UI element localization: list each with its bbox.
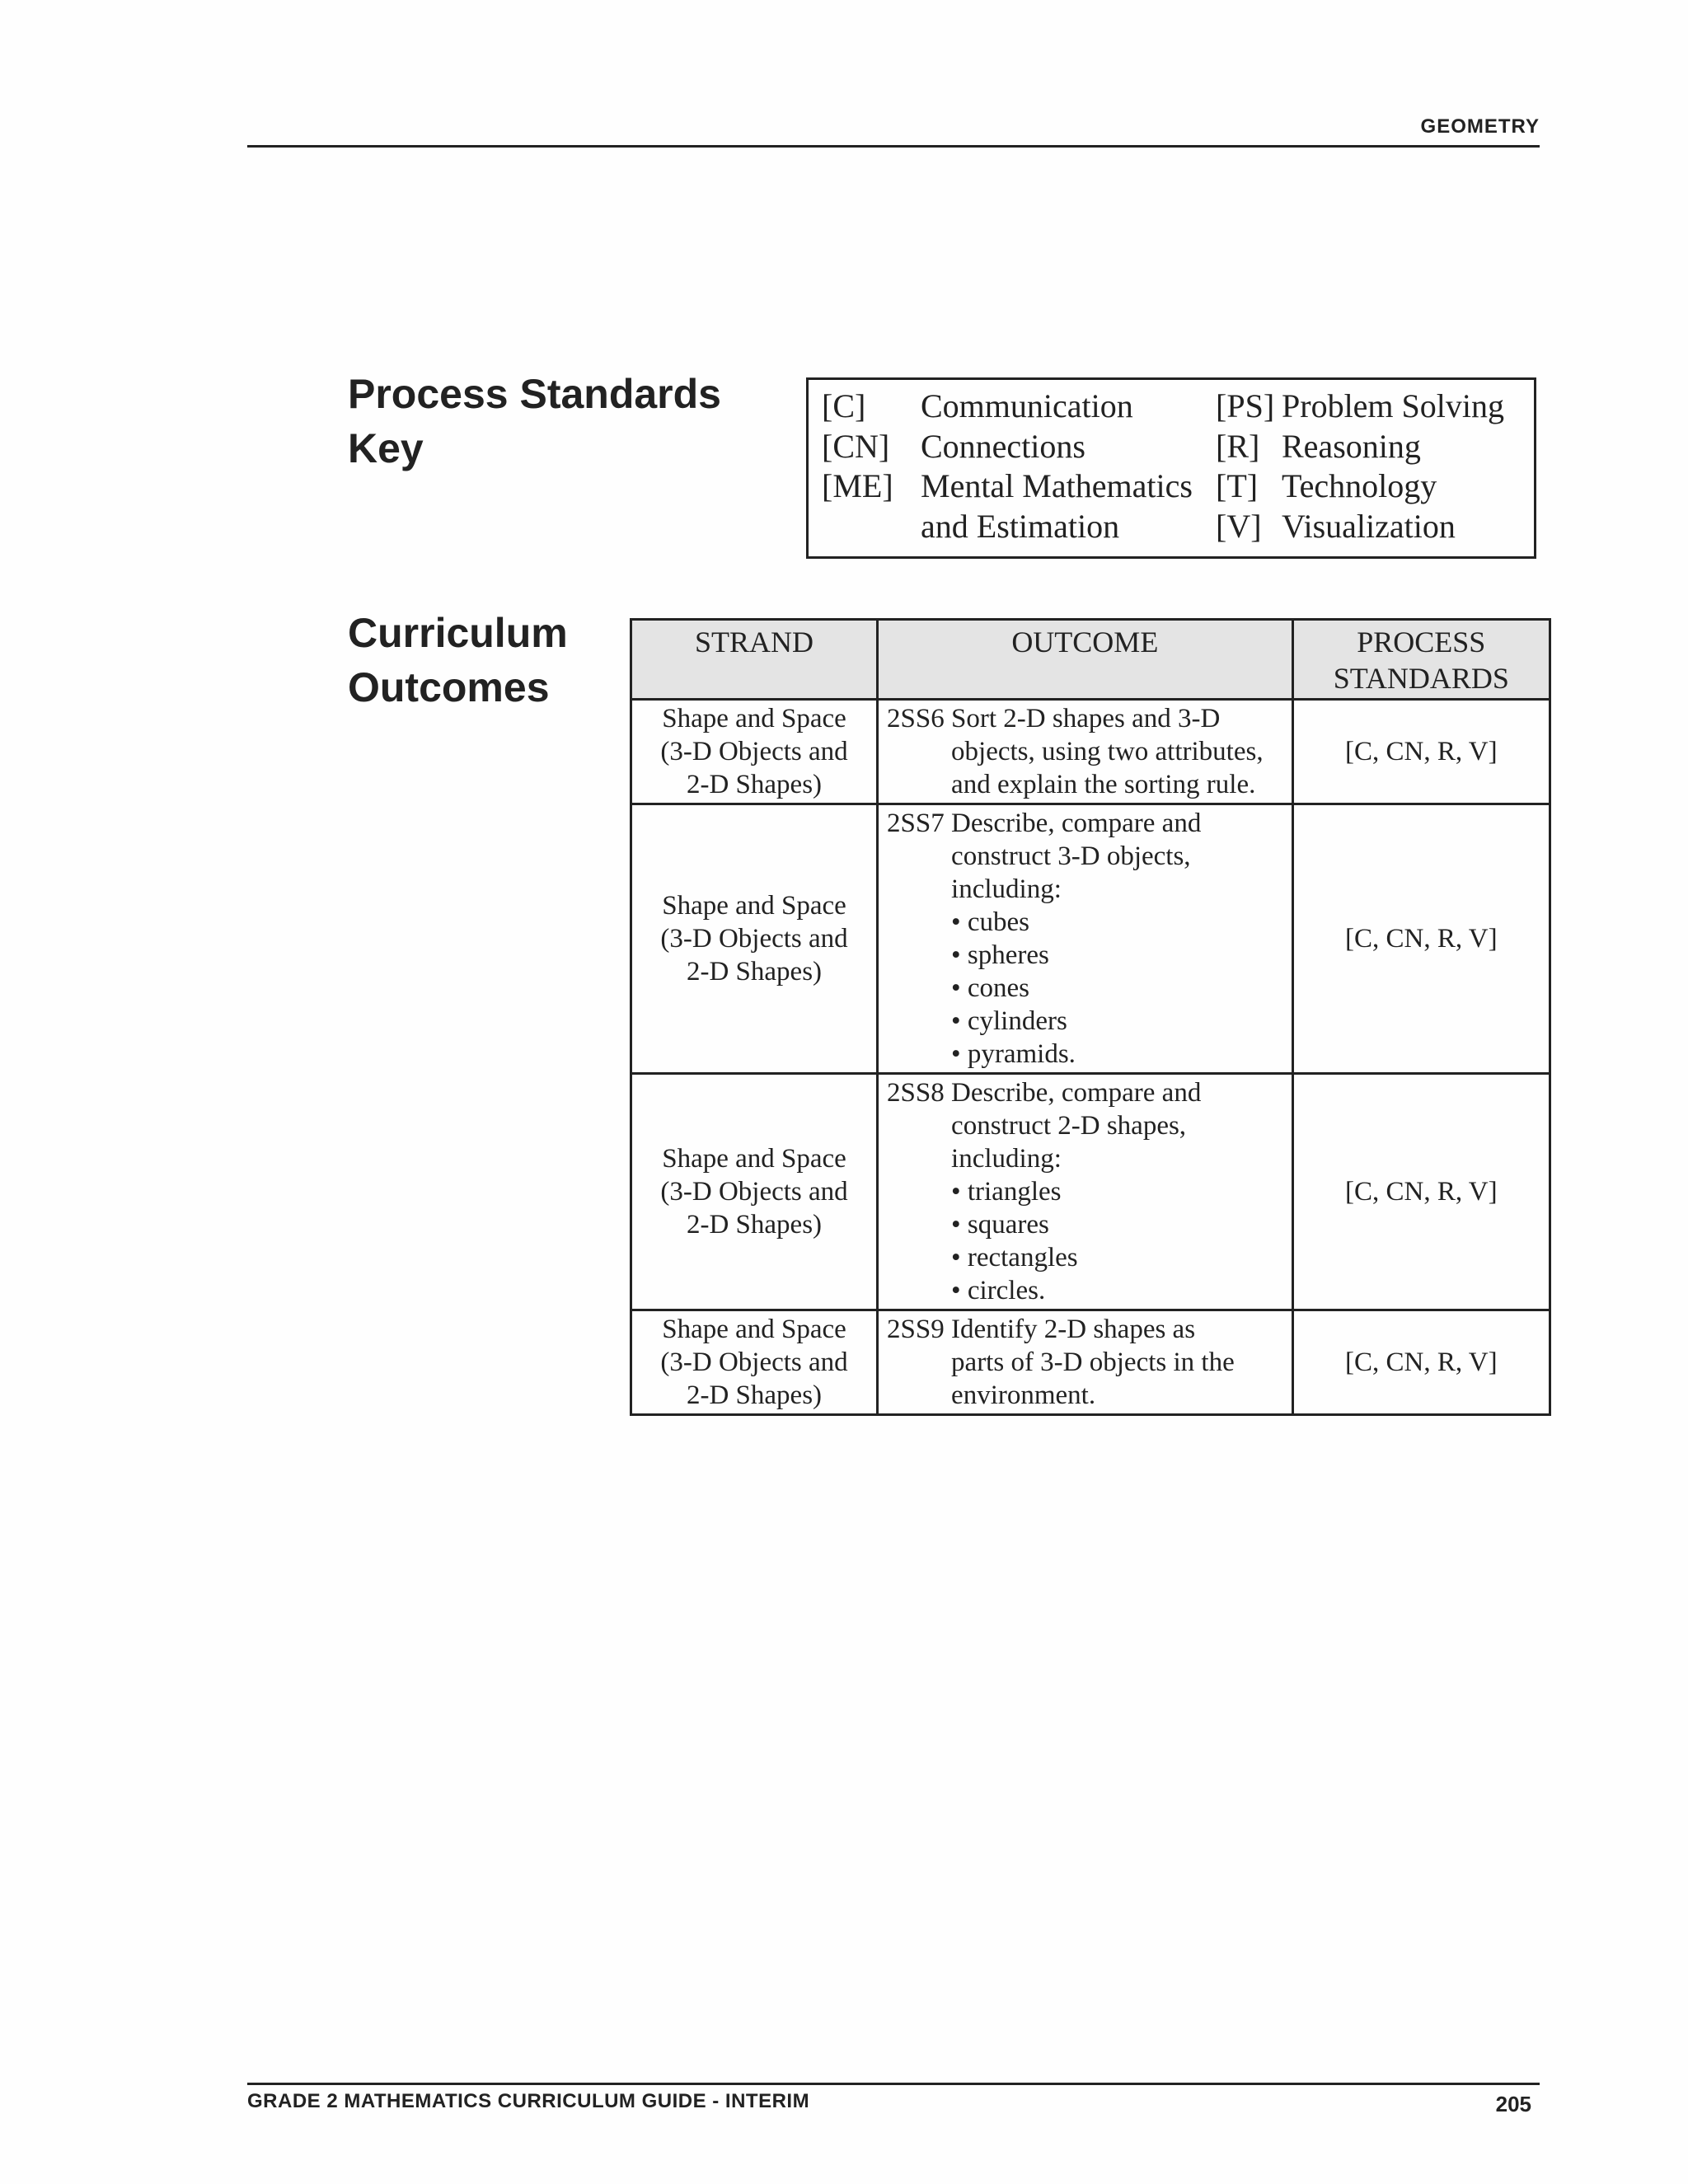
strand-line: Shape and Space — [662, 891, 846, 921]
outcome-bullet: • pyramids. — [951, 1039, 1076, 1069]
outcome-text: objects, using two attributes, — [951, 737, 1264, 766]
process-standards-key-box — [806, 377, 1536, 559]
outcome-text: construct 3-D objects, — [951, 841, 1191, 871]
outcome-text: Identify 2-D shapes as — [951, 1315, 1196, 1344]
column-header-outcome: OUTCOME — [878, 620, 1293, 700]
page-number: 205 — [1495, 2092, 1531, 2116]
strand-line: Shape and Space — [662, 1315, 846, 1344]
key-code: [CN] — [822, 427, 890, 465]
key-item — [1216, 427, 1529, 467]
outcome-bullet: • circles. — [951, 1276, 1046, 1305]
outcome-first-line — [887, 807, 1292, 840]
outcome-bullet: • cylinders — [951, 1006, 1067, 1036]
outcome-cell — [878, 1074, 1293, 1310]
outcome-bullet: • spheres — [951, 940, 1049, 970]
key-label: Technology — [1282, 467, 1437, 504]
outcome-code: 2SS6 — [887, 704, 945, 733]
outcome-text: including: — [951, 1144, 1062, 1174]
process-standards-heading-line1: Process Standards — [348, 371, 721, 417]
outcome-text: parts of 3-D objects in the — [951, 1347, 1235, 1377]
key-code — [822, 507, 921, 547]
strand-cell — [631, 1074, 878, 1310]
process-standards-cell: [C, CN, R, V] — [1292, 700, 1550, 804]
key-label: Connections — [921, 427, 1085, 465]
process-standards-heading-line2: Key — [348, 425, 424, 471]
outcome-text: environment. — [951, 1380, 1096, 1410]
process-standards-cell: [C, CN, R, V] — [1292, 804, 1550, 1074]
key-item — [822, 387, 1209, 427]
column-header-strand: STRAND — [631, 620, 878, 700]
strand-cell — [631, 804, 878, 1074]
key-label: Reasoning — [1282, 427, 1421, 465]
outcomes-table-body — [631, 700, 1550, 1415]
key-item — [822, 507, 1209, 547]
outcome-bullet: • cubes — [951, 907, 1029, 937]
strand-line: (3-D Objects and — [660, 924, 848, 954]
outcome-cell — [878, 1310, 1293, 1415]
process-standards-right-column — [1216, 387, 1529, 546]
outcome-first-line — [887, 1313, 1292, 1346]
outcome-code: 2SS9 — [887, 1315, 945, 1344]
outcome-bullet: • triangles — [951, 1177, 1062, 1207]
column-header-process-standards — [1292, 620, 1550, 700]
outcome-bullet: • squares — [951, 1210, 1049, 1240]
strand-line: Shape and Space — [662, 704, 846, 733]
process-standards-left-column — [822, 387, 1209, 546]
strand-cell — [631, 700, 878, 804]
table-row — [631, 700, 1550, 804]
strand-line: (3-D Objects and — [660, 1177, 848, 1207]
strand-line: (3-D Objects and — [660, 1347, 848, 1377]
curriculum-outcomes-heading-line1: Curriculum — [348, 610, 568, 656]
key-item — [1216, 387, 1529, 427]
outcome-text: Describe, compare and — [951, 1078, 1202, 1108]
strand-cell — [631, 1310, 878, 1415]
process-standards-cell: [C, CN, R, V] — [1292, 1074, 1550, 1310]
key-code: [ME] — [822, 467, 893, 504]
strand-line: 2-D Shapes) — [686, 1380, 823, 1410]
key-label: Mental Mathematics — [921, 467, 1193, 504]
outcome-cell — [878, 700, 1293, 804]
strand-line: 2-D Shapes) — [686, 770, 823, 799]
key-label: and Estimation — [921, 507, 1120, 545]
outcome-text: including: — [951, 874, 1062, 904]
table-row — [631, 804, 1550, 1074]
process-header-line1: PROCESS — [1357, 626, 1486, 658]
outcome-first-line — [887, 702, 1292, 735]
key-item — [822, 427, 1209, 467]
key-item — [822, 466, 1209, 507]
outcome-first-line — [887, 1076, 1292, 1109]
outcome-text: and explain the sorting rule. — [951, 770, 1256, 799]
header-rule — [247, 145, 1540, 148]
process-header-line2: STANDARDS — [1333, 662, 1509, 695]
key-label: Visualization — [1282, 507, 1456, 545]
strand-line: Shape and Space — [662, 1144, 846, 1174]
key-item — [1216, 507, 1529, 547]
outcome-bullet: • rectangles — [951, 1243, 1078, 1272]
curriculum-outcomes-heading-line2: Outcomes — [348, 664, 550, 710]
outcomes-table — [630, 618, 1551, 1416]
footer-rule — [247, 2083, 1540, 2085]
outcome-text: construct 2-D shapes, — [951, 1111, 1187, 1141]
footer-title: GRADE 2 MATHEMATICS CURRICULUM GUIDE - INTERIM — [247, 2090, 810, 2112]
outcome-cell — [878, 804, 1293, 1074]
strand-line: 2-D Shapes) — [686, 957, 823, 987]
key-item — [1216, 466, 1529, 507]
strand-line: 2-D Shapes) — [686, 1210, 823, 1240]
outcome-code: 2SS7 — [887, 808, 945, 838]
outcome-text: Describe, compare and — [951, 808, 1202, 838]
process-standards-heading — [348, 367, 721, 476]
strand-line: (3-D Objects and — [660, 737, 848, 766]
key-code: [V] — [1216, 507, 1262, 545]
key-code: [T] — [1216, 467, 1259, 504]
table-row — [631, 1074, 1550, 1310]
curriculum-outcomes-heading — [348, 606, 568, 715]
key-label: Communication — [921, 387, 1133, 424]
outcome-text: Sort 2-D shapes and 3-D — [951, 704, 1221, 733]
outcome-code: 2SS8 — [887, 1078, 945, 1108]
key-label: Problem Solving — [1282, 387, 1505, 424]
table-header-row — [631, 620, 1550, 700]
outcome-bullet: • cones — [951, 973, 1029, 1003]
key-code: [PS] — [1216, 387, 1275, 424]
header-title: GEOMETRY — [1420, 115, 1540, 138]
table-row — [631, 1310, 1550, 1415]
process-standards-cell: [C, CN, R, V] — [1292, 1310, 1550, 1415]
key-code: [R] — [1216, 427, 1260, 465]
key-code: [C] — [822, 387, 866, 424]
